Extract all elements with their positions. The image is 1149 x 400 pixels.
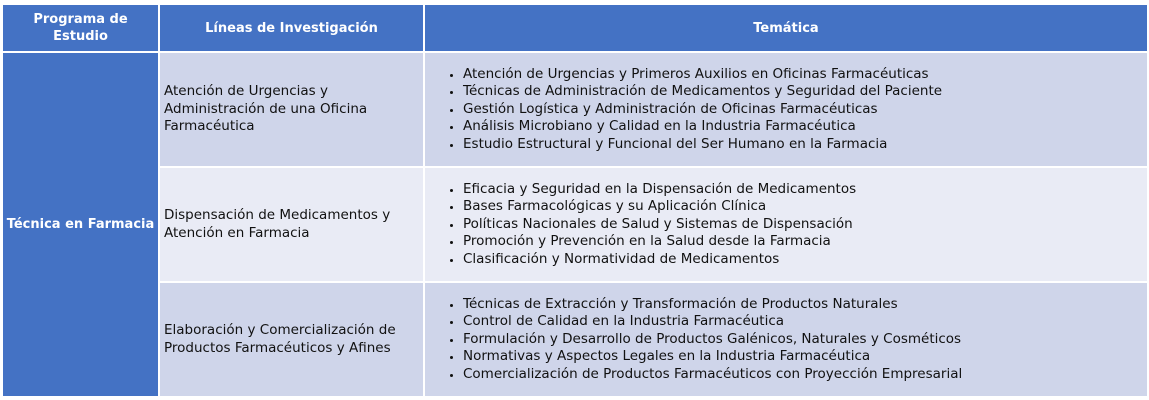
topic-item: • Clasificación y Normatividad de Medicamentos [463, 251, 1147, 268]
topic-item: • Comercialización de Productos Farmacéuticos con Proyección Empresarial [463, 366, 1147, 383]
research-line-cell: Elaboración y Comercialización de Productos Farmacéuticos y Afines [160, 283, 423, 396]
topic-item: • Técnicas de Administración de Medicamentos y Seguridad del Paciente [463, 83, 1147, 100]
research-line-cell: Atención de Urgencias y Administración de una Oficina Farmacéutica [160, 53, 423, 166]
header-topic: Temática [425, 5, 1147, 51]
topic-item: • Estudio Estructural y Funcional del Ser Humano en la Farmacia [463, 136, 1147, 153]
topics-cell [425, 168, 1147, 281]
topic-item: • Normativas y Aspectos Legales en la Industria Farmacéutica [463, 348, 1147, 365]
topic-list [425, 296, 1147, 383]
topic-item: • Políticas Nacionales de Salud y Sistemas de Dispensación [463, 216, 1147, 233]
research-lines-table [1, 3, 1149, 398]
topic-list [425, 66, 1147, 153]
header-program: Programa de Estudio [3, 5, 158, 51]
topic-list [425, 181, 1147, 268]
topic-item: • Formulación y Desarrollo de Productos Galénicos, Naturales y Cosméticos [463, 331, 1147, 348]
topics-cell [425, 283, 1147, 396]
topic-item: • Análisis Microbiano y Calidad en la Industria Farmacéutica [463, 118, 1147, 135]
topic-item: • Gestión Logística y Administración de Oficinas Farmacéuticas [463, 101, 1147, 118]
table-row [3, 168, 1147, 281]
table-header [3, 5, 1147, 51]
topic-item: • Bases Farmacológicas y su Aplicación Clínica [463, 198, 1147, 215]
table-row [3, 283, 1147, 396]
topic-item: • Eficacia y Seguridad en la Dispensación de Medicamentos [463, 181, 1147, 198]
topic-item: • Promoción y Prevención en la Salud desde la Farmacia [463, 233, 1147, 250]
header-lines: Líneas de Investigación [160, 5, 423, 51]
header-row [3, 5, 1147, 51]
table-body [3, 53, 1147, 396]
research-line-cell: Dispensación de Medicamentos y Atención en Farmacia [160, 168, 423, 281]
topic-item: • Control de Calidad en la Industria Farmacéutica [463, 313, 1147, 330]
topic-item: • Atención de Urgencias y Primeros Auxilios en Oficinas Farmacéuticas [463, 66, 1147, 83]
topic-item: • Técnicas de Extracción y Transformación de Productos Naturales [463, 296, 1147, 313]
program-cell: Técnica en Farmacia [3, 53, 158, 396]
topics-cell [425, 53, 1147, 166]
table-row [3, 53, 1147, 166]
